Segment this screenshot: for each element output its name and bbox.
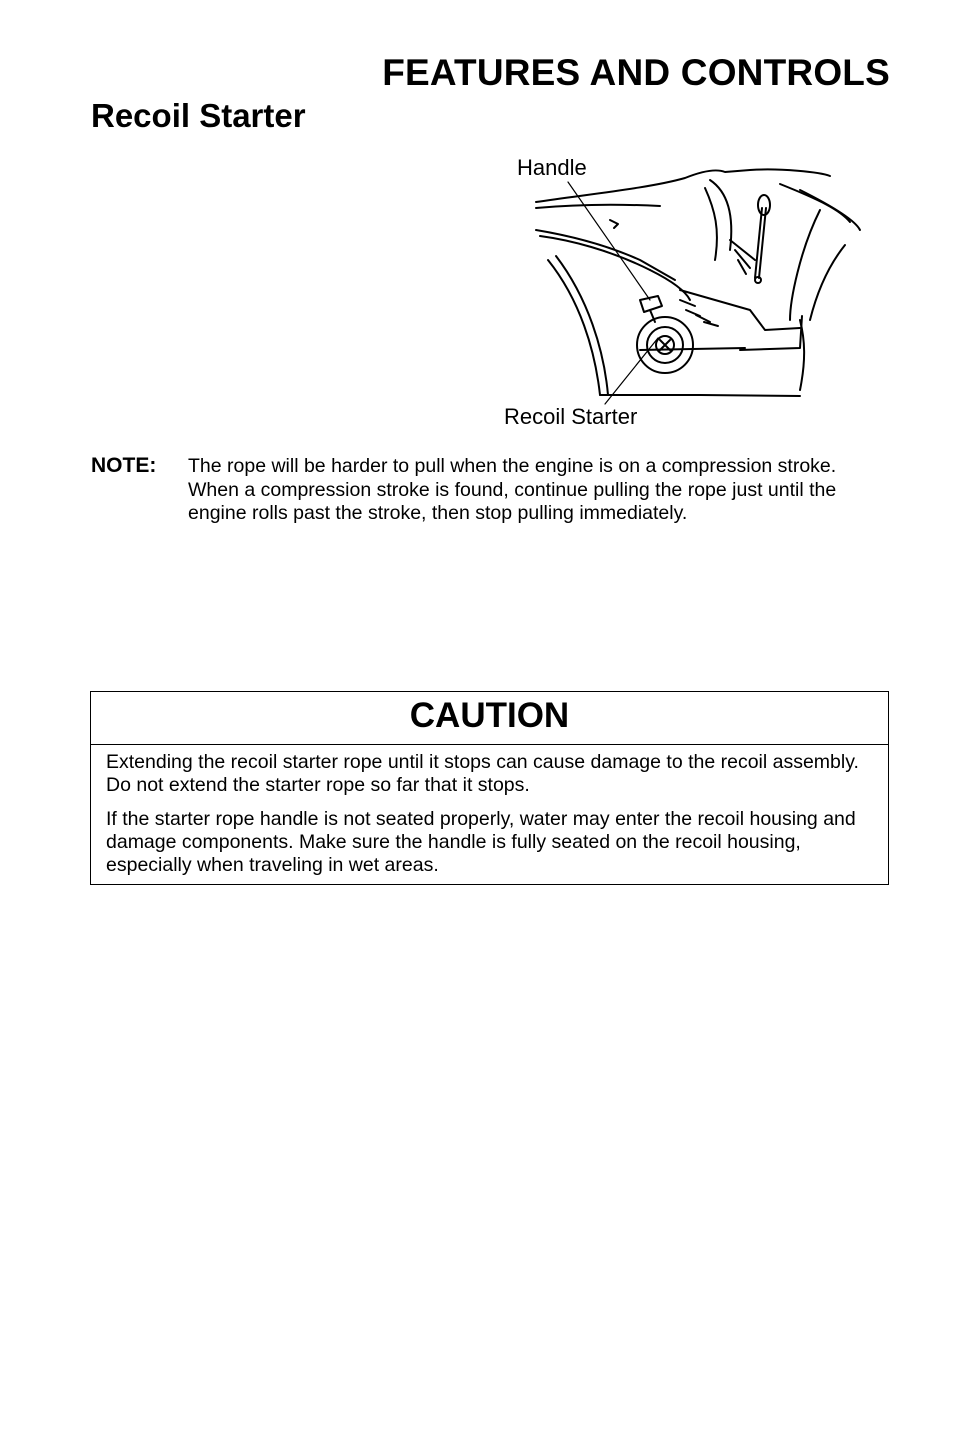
section-title: Recoil Starter xyxy=(91,97,306,134)
recoil-starter-illustration xyxy=(500,150,870,440)
note-text: The rope will be harder to pull when the engine is on a compression stroke. When a compression stroke is found, continue pulling the rope just until the engine rolls past the stroke, then stop pulling immediately. xyxy=(188,455,837,524)
note-block xyxy=(91,455,891,526)
caution-title: CAUTION xyxy=(91,692,888,745)
caution-paragraph-2: If the starter rope handle is not seated properly, water may enter the recoil housing and damage components. Make sure the handle is fully seated on the recoil housing, especially when traveling in wet areas. xyxy=(106,808,856,876)
note-label: NOTE: xyxy=(91,454,157,477)
caution-body xyxy=(91,745,888,877)
handle-callout: Handle xyxy=(517,155,587,180)
atv-engine-drawing xyxy=(500,150,870,440)
caution-box xyxy=(90,691,889,885)
caution-paragraph-1: Extending the recoil starter rope until it stops can cause damage to the recoil assembly. Do not extend the starter rope so far that it stops. xyxy=(106,751,859,796)
page-title: FEATURES AND CONTROLS xyxy=(382,52,890,93)
recoil-starter-callout: Recoil Starter xyxy=(504,404,638,429)
